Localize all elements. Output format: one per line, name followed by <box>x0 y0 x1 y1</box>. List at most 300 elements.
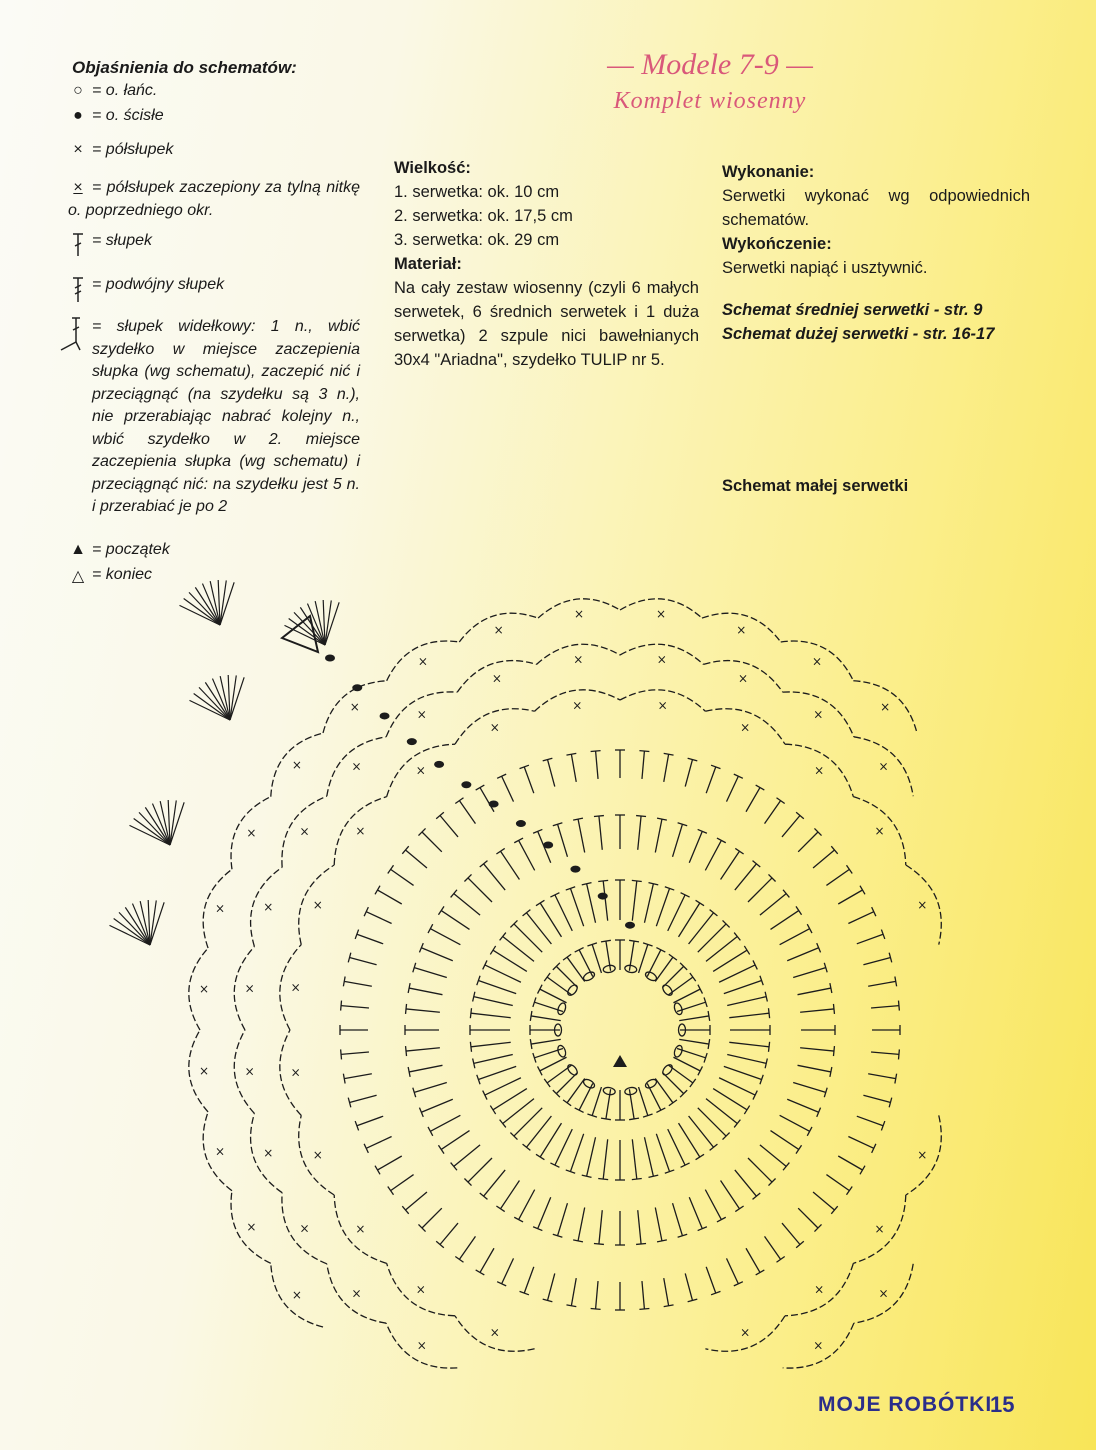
stitch-top-mark <box>768 1008 769 1018</box>
stitch-post-mark <box>770 1131 798 1150</box>
stitch-top-mark <box>451 1163 457 1171</box>
treble-crochet-icon <box>68 276 88 309</box>
slip-stitch-mark <box>625 922 635 929</box>
stitch-post-mark <box>501 851 520 879</box>
single-crochet-icon: × <box>73 141 83 158</box>
stitch-post-mark <box>430 1115 460 1131</box>
stitch-post-mark <box>378 1156 402 1170</box>
chain-stitch-mark <box>556 1002 567 1016</box>
stitch-top-mark <box>681 1163 690 1167</box>
stitch-post-mark <box>524 1267 534 1293</box>
stitch-top-mark <box>388 1187 394 1195</box>
stitch-top-mark <box>598 1178 608 1179</box>
stitch-post-mark <box>760 894 786 916</box>
chain-stitch-mark <box>673 1002 684 1016</box>
stitch-post-mark <box>639 1087 648 1116</box>
stitch-post-mark <box>344 981 372 986</box>
stitch-top-mark <box>563 1100 571 1106</box>
stitch-post-mark <box>592 944 601 973</box>
stitch-post-mark <box>570 1134 583 1172</box>
stitch-post-mark <box>826 1175 849 1191</box>
stitch-top-mark <box>388 865 394 873</box>
stitch-post-mark <box>719 1078 755 1095</box>
stitch-post-mark <box>642 1281 644 1309</box>
stitch-post-mark <box>480 1248 494 1272</box>
stitch-post-mark <box>391 869 414 885</box>
stitch-post-mark <box>357 1116 383 1126</box>
stitch-top-mark <box>756 785 765 790</box>
stitch-top-mark <box>753 960 757 969</box>
stitch-post-mark <box>679 1016 709 1021</box>
stitch-top-mark <box>514 838 523 843</box>
stitch-post-mark <box>493 950 527 971</box>
stitch-post-mark <box>480 788 494 812</box>
single-crochet-mark: × <box>415 763 426 778</box>
size-material-column <box>394 156 699 372</box>
chain-stitch-mark <box>556 1044 567 1058</box>
stitch-post-mark <box>826 869 849 885</box>
stitch-top-mark <box>538 1066 543 1075</box>
single-crochet-mark: × <box>655 607 667 622</box>
stitch-post-mark <box>459 801 475 824</box>
stitch-top-mark <box>496 848 504 854</box>
stitch-post-mark <box>485 1078 521 1095</box>
legend-title: Objaśnienia do schematów: <box>72 58 297 77</box>
stitch-top-mark <box>717 1217 726 1222</box>
stitch-post-mark <box>484 864 506 890</box>
stitch-top-mark <box>895 976 897 986</box>
single-crochet-mark: × <box>214 1144 226 1159</box>
stitch-top-mark <box>500 1120 506 1128</box>
stitch-top-mark <box>550 1163 559 1167</box>
stitch-post-mark <box>669 1065 693 1083</box>
slip-stitch-mark <box>598 893 608 900</box>
stitch-post-mark <box>440 816 458 837</box>
single-crochet-mark: × <box>417 654 428 669</box>
shell-post-mark <box>220 580 226 625</box>
forked-stitch-icon <box>58 316 84 357</box>
stitch-post-mark <box>673 824 683 857</box>
stitch-top-mark <box>343 976 345 986</box>
single-crochet-mark: × <box>349 699 360 714</box>
stitch-post-mark <box>350 958 377 965</box>
stitch-top-mark <box>455 1256 463 1262</box>
stitch-top-mark <box>480 861 488 867</box>
stitch-post-mark <box>793 968 826 978</box>
page-subtitle: Komplet wiosenny <box>613 88 807 114</box>
stitch-post-mark <box>366 1136 391 1148</box>
stitch-top-mark <box>629 1118 639 1120</box>
stitch-top-mark <box>500 933 506 941</box>
stitch-post-mark <box>673 1057 700 1071</box>
stitch-top-mark <box>530 1039 532 1049</box>
chain-stitch-mark <box>673 1044 684 1058</box>
stitch-post-mark <box>596 751 598 779</box>
stitch-post-mark <box>863 958 890 965</box>
stitch-post-mark <box>538 1197 551 1228</box>
stitch-post-mark <box>531 1016 561 1021</box>
stitch-top-mark <box>735 848 743 854</box>
stitch-top-mark <box>523 1144 531 1150</box>
stitch-top-mark <box>476 785 485 790</box>
stitch-post-mark <box>848 1136 873 1148</box>
stitch-post-mark <box>484 1170 506 1196</box>
stitch-top-mark <box>777 798 785 804</box>
single-crochet-mark: × <box>489 1325 500 1340</box>
stitch-top-mark <box>669 1100 677 1106</box>
stitch-top-mark <box>690 1079 696 1087</box>
stitch-post-mark <box>578 819 585 852</box>
stitch-top-mark <box>669 954 677 960</box>
stitch-top-mark <box>636 1243 646 1244</box>
stitch-top-mark <box>734 1120 740 1128</box>
stitch-post-mark <box>603 881 607 921</box>
single-crochet-mark: × <box>491 671 502 686</box>
finishing-text: Serwetki napiąć i usztywnić. <box>722 259 928 277</box>
stitch-top-mark <box>777 1256 785 1262</box>
stitch-post-mark <box>440 1223 458 1244</box>
stitch-post-mark <box>578 1208 585 1241</box>
shell-post-mark <box>325 602 339 645</box>
page-title: — Modele 7-9 — <box>607 48 813 81</box>
magazine-brand: MOJE ROBÓTKI <box>818 1393 993 1416</box>
stitch-post-mark <box>798 832 818 852</box>
stitch-top-mark <box>656 948 665 953</box>
stitch-post-mark <box>765 801 781 824</box>
stitch-post-mark <box>673 989 700 1003</box>
chain-stitch-mark <box>661 983 674 997</box>
stitch-top-mark <box>375 1166 380 1175</box>
single-crochet-mark: × <box>290 980 301 995</box>
single-crochet-mark: × <box>246 1220 257 1235</box>
stitch-post-mark <box>735 864 757 890</box>
stitch-top-mark <box>717 838 726 843</box>
stitch-post-mark <box>409 1065 442 1072</box>
stitch-post-mark <box>558 1203 568 1236</box>
slip-stitch-mark <box>407 738 417 745</box>
single-crochet-mark: × <box>874 1222 885 1237</box>
stitch-post-mark <box>780 1115 810 1131</box>
stitch-top-mark <box>575 1108 584 1113</box>
crochet-diagram <box>60 500 960 1380</box>
stitch-post-mark <box>540 1057 567 1071</box>
single-crochet-mark: × <box>813 1338 824 1353</box>
stitch-top-mark <box>496 1206 504 1212</box>
stitch-top-mark <box>530 1011 532 1021</box>
legend-item-slip <box>68 107 164 125</box>
single-crochet-mark: × <box>199 982 210 997</box>
stitch-post-mark <box>673 1203 683 1236</box>
chain-stitch-icon: ○ <box>73 82 83 99</box>
stitch-post-mark <box>493 1089 527 1110</box>
stitch-post-mark <box>571 1278 576 1306</box>
stitch-top-mark <box>341 1001 342 1011</box>
stitch-top-mark <box>696 900 704 905</box>
shell-post-mark <box>325 600 331 645</box>
stitch-post-mark <box>705 840 721 870</box>
legend-item-chain <box>68 82 157 100</box>
stitch-post-mark <box>422 832 442 852</box>
stitch-post-mark <box>644 1137 653 1176</box>
stitch-top-mark <box>341 1049 342 1059</box>
stitch-top-mark <box>895 1074 897 1084</box>
legend-text: = słupek <box>92 232 153 249</box>
stitch-top-mark <box>601 1118 611 1120</box>
stitch-post-mark <box>579 1083 593 1110</box>
stitch-post-mark <box>406 1048 440 1051</box>
stitch-post-mark <box>548 760 555 787</box>
stitch-top-mark <box>406 1046 407 1056</box>
stitch-post-mark <box>519 840 535 870</box>
stitch-top-mark <box>783 1163 789 1171</box>
single-crochet-mark: × <box>740 1325 751 1340</box>
stitch-post-mark <box>798 988 831 995</box>
stitch-top-mark <box>708 1039 710 1049</box>
stitch-top-mark <box>451 890 457 898</box>
stitch-post-mark <box>422 1208 442 1228</box>
slip-stitch-mark <box>352 684 362 691</box>
size-line: 3. serwetka: ok. 29 cm <box>394 231 560 249</box>
stitch-post-mark <box>556 1072 577 1093</box>
stitch-post-mark <box>540 903 561 937</box>
stitch-top-mark <box>664 1305 674 1307</box>
stitch-post-mark <box>547 1065 571 1083</box>
stitch-post-mark <box>639 944 648 973</box>
stitch-top-mark <box>544 973 550 981</box>
material-heading: Materiał: <box>394 255 462 273</box>
start-marker <box>613 1055 627 1067</box>
large-doily-reference: Schemat dużej serwetki - str. 16-17 <box>722 325 995 343</box>
shell-post-mark <box>189 592 220 625</box>
back-loop-single-crochet-icon: × <box>73 179 83 196</box>
single-crochet-mark: × <box>917 897 928 912</box>
single-crochet-mark: × <box>572 698 583 713</box>
slip-stitch-mark <box>434 761 444 768</box>
stitch-post-mark <box>344 1074 372 1079</box>
stitch-post-mark <box>430 929 460 945</box>
stitch-post-mark <box>655 1208 662 1241</box>
stitch-top-mark <box>538 985 543 994</box>
stitch-post-mark <box>603 1139 607 1179</box>
stitch-post-mark <box>540 989 567 1003</box>
stitch-post-mark <box>409 988 442 995</box>
stitch-top-mark <box>455 798 463 804</box>
stitch-top-mark <box>783 890 789 898</box>
stitch-top-mark <box>563 954 571 960</box>
slip-stitch-mark <box>543 841 553 848</box>
stitch-post-mark <box>868 981 896 986</box>
single-crochet-mark: × <box>355 1222 366 1237</box>
shell-post-mark <box>150 900 156 945</box>
stitch-post-mark <box>341 1052 369 1054</box>
stitch-post-mark <box>501 1180 520 1208</box>
stitch-top-mark <box>734 933 740 941</box>
stitch-post-mark <box>406 1192 427 1210</box>
single-crochet-mark: × <box>740 720 751 735</box>
stitch-post-mark <box>726 1258 738 1283</box>
stitch-post-mark <box>838 1156 862 1170</box>
stitch-post-mark <box>655 819 662 852</box>
stitch-top-mark <box>696 1154 704 1159</box>
stitch-post-mark <box>567 1079 585 1103</box>
stitch-top-mark <box>681 893 690 897</box>
stitch-post-mark <box>478 980 516 993</box>
slip-stitch-mark <box>325 655 335 662</box>
stitch-top-mark <box>753 861 761 867</box>
stitch-top-mark <box>846 1187 852 1195</box>
stitch-post-mark <box>366 912 391 924</box>
stitch-post-mark <box>735 1170 757 1196</box>
single-crochet-mark: × <box>290 1065 301 1080</box>
double-crochet-icon <box>68 232 88 263</box>
medium-doily-reference: Schemat średniej serwetki - str. 9 <box>722 301 983 319</box>
stitch-post-mark <box>548 1273 555 1300</box>
single-crochet-mark: × <box>878 759 889 774</box>
stitch-post-mark <box>571 754 576 782</box>
stitch-post-mark <box>713 950 747 971</box>
stitch-post-mark <box>724 980 762 993</box>
shell-post-mark <box>170 802 184 845</box>
slip-stitch-icon: ● <box>73 107 83 124</box>
stitch-top-mark <box>575 948 584 953</box>
stitch-post-mark <box>793 1083 826 1093</box>
stitch-post-mark <box>857 934 883 944</box>
stitch-post-mark <box>468 1158 492 1182</box>
stitch-top-mark <box>898 1001 899 1011</box>
stitch-post-mark <box>689 831 702 862</box>
stitch-post-mark <box>770 911 798 930</box>
stitch-post-mark <box>454 1145 480 1167</box>
stitch-post-mark <box>726 776 738 801</box>
slip-stitch-mark <box>489 800 499 807</box>
stitch-top-mark <box>490 946 495 954</box>
single-crochet-mark: × <box>355 823 366 838</box>
stitch-top-mark <box>807 924 812 933</box>
stitch-top-mark <box>735 1206 743 1212</box>
slip-stitch-mark <box>570 866 580 873</box>
single-crochet-mark: × <box>299 1221 310 1236</box>
slip-stitch-mark <box>380 712 390 719</box>
legend-text: = półsłupek zaczepiony za tylną nitkę o. poprzedniego okr. <box>68 179 360 219</box>
stitch-post-mark <box>555 895 572 931</box>
stitch-post-mark <box>724 1066 762 1079</box>
stitch-post-mark <box>713 1089 747 1110</box>
shell-post-mark <box>139 812 170 845</box>
shell-post-mark <box>220 582 234 625</box>
stitch-top-mark <box>690 973 696 981</box>
stitch-post-mark <box>729 1013 769 1017</box>
stitch-post-mark <box>669 977 693 995</box>
stitch-post-mark <box>664 1278 669 1306</box>
legend-item-tr <box>68 276 224 309</box>
single-crochet-mark: × <box>263 1146 274 1161</box>
stitch-post-mark <box>705 1190 721 1220</box>
stitch-top-mark <box>591 1308 601 1309</box>
stitch-post-mark <box>863 1095 890 1102</box>
single-crochet-mark: × <box>573 607 585 622</box>
shell-post-mark <box>230 677 244 720</box>
shell-post-mark <box>170 800 176 845</box>
stitch-post-mark <box>748 878 772 902</box>
stitch-top-mark <box>744 946 749 954</box>
legend-text: = półsłupek <box>92 141 174 158</box>
stitch-post-mark <box>848 912 873 924</box>
stitch-post-mark <box>587 884 596 923</box>
stitch-post-mark <box>341 1006 369 1008</box>
stitch-post-mark <box>638 816 641 850</box>
stitch-post-mark <box>813 1192 834 1210</box>
stitch-post-mark <box>644 884 653 923</box>
stitch-post-mark <box>685 1273 692 1300</box>
stitch-post-mark <box>471 1042 511 1046</box>
single-crochet-mark: × <box>493 623 504 638</box>
size-line: 1. serwetka: ok. 10 cm <box>394 183 560 201</box>
stitch-top-mark <box>796 906 802 914</box>
stitch-post-mark <box>540 1123 561 1157</box>
legend-text: = podwójny słupek <box>92 276 225 293</box>
stitch-post-mark <box>421 948 452 961</box>
stitch-post-mark <box>570 888 583 926</box>
start-triangle-icon: ▲ <box>70 541 86 558</box>
stitch-post-mark <box>782 816 800 837</box>
stitch-post-mark <box>414 968 447 978</box>
stitch-post-mark <box>406 850 427 868</box>
stitch-post-mark <box>664 754 669 782</box>
stitch-post-mark <box>679 903 700 937</box>
legend-item-dc <box>68 232 152 263</box>
single-crochet-mark: × <box>351 1286 362 1301</box>
single-crochet-mark: × <box>812 654 823 669</box>
stitch-top-mark <box>629 940 639 942</box>
stitch-top-mark <box>375 886 380 895</box>
stitch-top-mark <box>636 816 646 817</box>
legend-item-back-loop <box>68 177 360 222</box>
stitch-post-mark <box>655 957 673 981</box>
shell-post-mark <box>150 902 164 945</box>
stitch-top-mark <box>343 1074 345 1084</box>
end-marker <box>282 616 318 652</box>
shell-post-mark <box>199 687 230 720</box>
chain-stitch-mark <box>566 1063 579 1077</box>
stitch-top-mark <box>428 924 433 933</box>
stitch-post-mark <box>596 1281 598 1309</box>
stitch-top-mark <box>664 753 674 755</box>
stitch-top-mark <box>598 880 608 881</box>
stitch-post-mark <box>868 1074 896 1079</box>
stitch-post-mark <box>406 1009 440 1012</box>
size-line: 2. serwetka: ok. 17,5 cm <box>394 207 573 225</box>
single-crochet-mark: × <box>814 763 825 778</box>
stitch-post-mark <box>502 776 514 801</box>
stitch-post-mark <box>556 966 577 987</box>
chain-stitch-mark <box>566 983 579 997</box>
stitch-post-mark <box>391 1175 414 1191</box>
stitch-top-mark <box>406 1004 407 1014</box>
stitch-post-mark <box>558 824 568 857</box>
stitch-post-mark <box>357 934 383 944</box>
stitch-post-mark <box>468 878 492 902</box>
stitch-post-mark <box>727 997 766 1006</box>
single-crochet-mark: × <box>489 720 500 735</box>
stitch-top-mark <box>639 751 649 752</box>
stitch-top-mark <box>708 1011 710 1021</box>
stitch-top-mark <box>796 1145 802 1153</box>
stitch-post-mark <box>599 1210 602 1244</box>
stitch-post-mark <box>599 816 602 850</box>
stitch-post-mark <box>668 895 685 931</box>
stitch-top-mark <box>594 1243 604 1244</box>
single-crochet-mark: × <box>415 1282 426 1297</box>
